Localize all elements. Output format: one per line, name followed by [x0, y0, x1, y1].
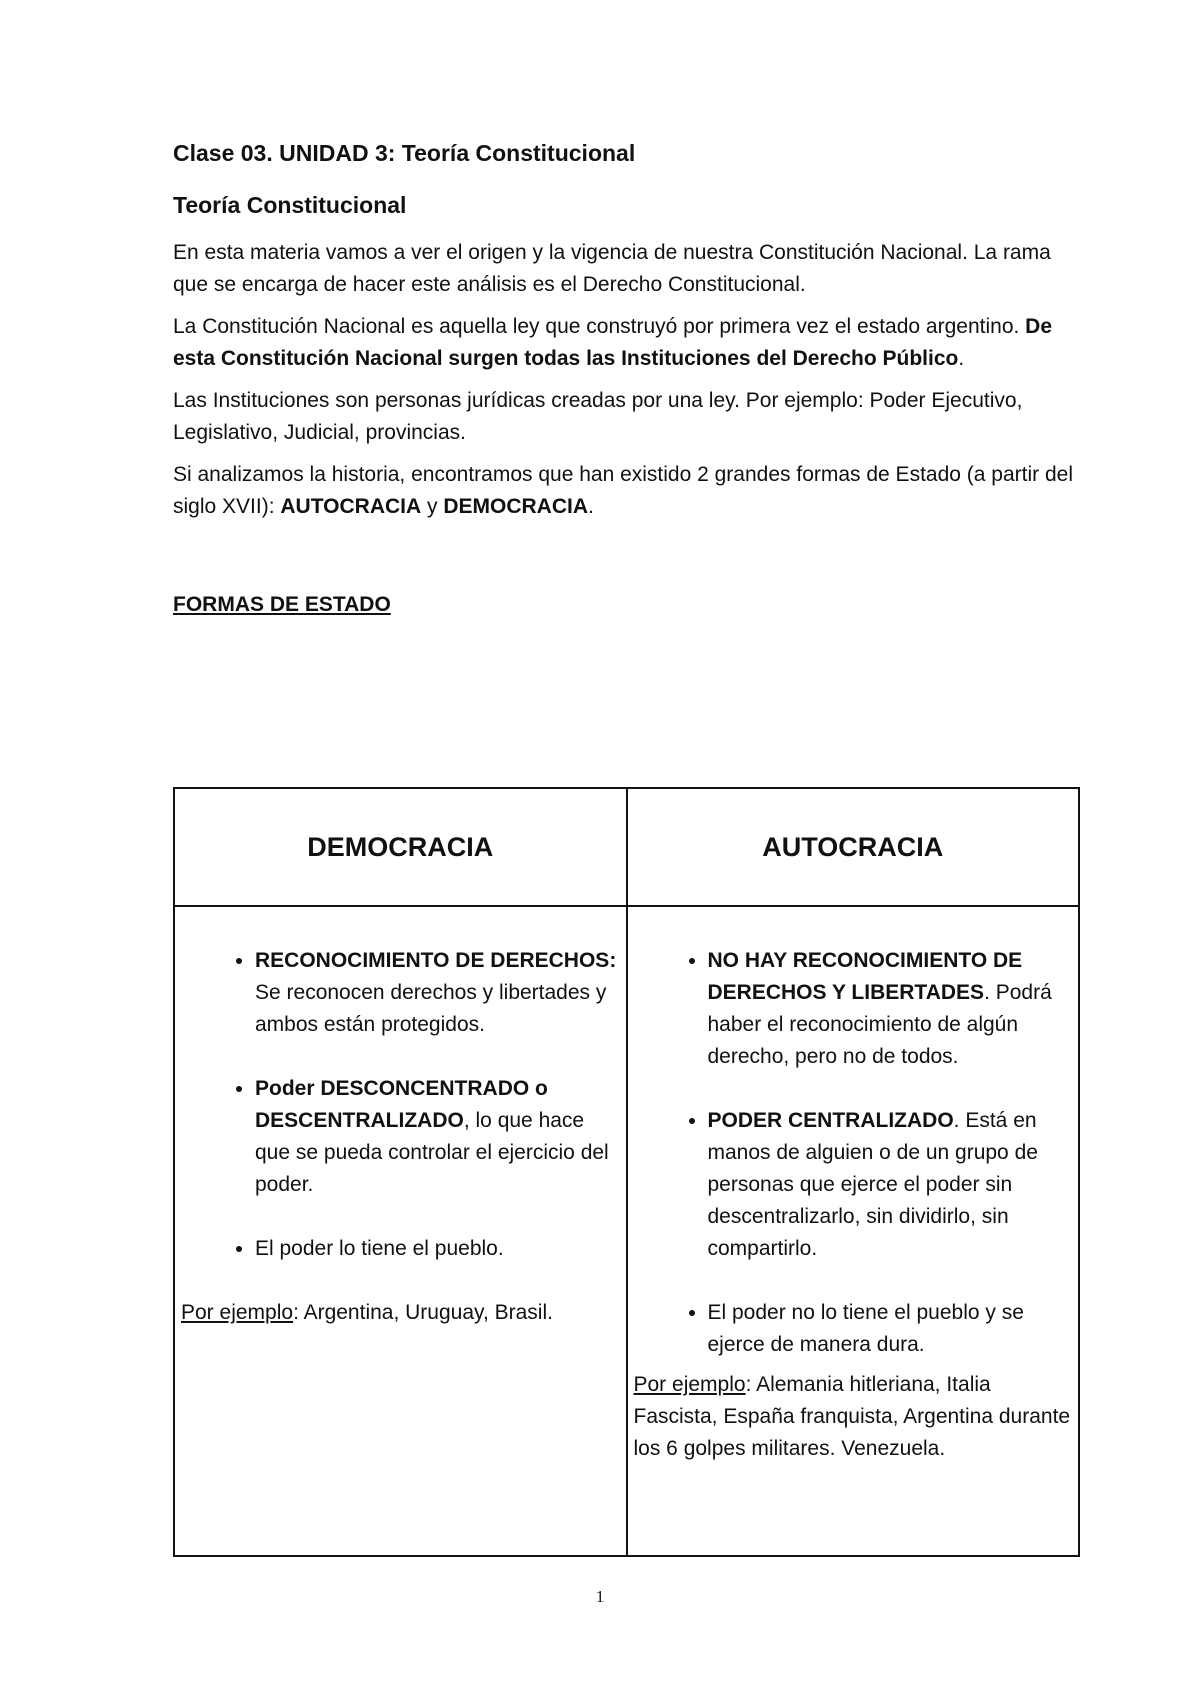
- example-text: : Alemania hitleriana, Italia Fascista, España franquista, Argentina durante los 6 golpes militares. Venezuela.: [633, 1373, 1071, 1460]
- paragraph-4: [173, 459, 1083, 523]
- header-democracia: DEMOCRACIA: [174, 788, 627, 906]
- paragraph-4-bold-democracia: DEMOCRACIA: [443, 495, 588, 519]
- cell-democracia: [174, 906, 627, 1556]
- democracia-example: [175, 1297, 626, 1329]
- paragraph-4-bold-autocracia: AUTOCRACIA: [280, 495, 422, 519]
- list-item: [255, 1073, 618, 1201]
- table-body-row: [174, 906, 1079, 1556]
- list-item-text: . Está en manos de alguien o de un grupo de personas que ejerce el poder sin descentralizarlo, sin dividirlo, sin compartirlo.: [707, 1109, 1038, 1260]
- list-item: [708, 945, 1071, 1073]
- paragraph-3: Las Instituciones son personas jurídicas creadas por una ley. Por ejemplo: Poder Ejecutivo, Legislativo, Judicial, provincias.: [173, 389, 1023, 445]
- list-item-bold: Poder DESCONCENTRADO o DESCENTRALIZADO: [255, 1077, 548, 1132]
- paragraph-4-text: Si analizamos la historia, encontramos que han existido 2 grandes formas de Estado (a partir del siglo XVII):: [173, 463, 1073, 519]
- list-item-text: Se reconocen derechos y libertades y ambos están protegidos.: [255, 981, 607, 1036]
- page-number: 1: [595, 1587, 605, 1606]
- paragraph-4-mid: y: [421, 495, 444, 519]
- paragraph-1: En esta materia vamos a ver el origen y la vigencia de nuestra Constitución Nacional. La rama que se encarga de hacer este análisis es el Derecho Constitucional.: [173, 241, 1051, 297]
- paragraph-4-end: .: [588, 495, 594, 519]
- paragraph-2-bold: De esta Constitución Nacional surgen todas las Instituciones del Derecho Público: [173, 315, 1053, 371]
- list-item-text: El poder no lo tiene el pueblo y se ejerce de manera dura.: [707, 1301, 1024, 1356]
- list-item-bold: RECONOCIMIENTO DE DERECHOS:: [255, 949, 617, 972]
- document-title: Clase 03. UNIDAD 3: Teoría Constitucional: [173, 140, 636, 166]
- formas-de-estado-table: [173, 787, 1080, 1557]
- table-header-row: [174, 788, 1079, 906]
- document-body: [173, 140, 1083, 617]
- list-item-text: El poder lo tiene el pueblo.: [255, 1237, 504, 1260]
- paragraph-2-text: La Constitución Nacional es aquella ley que construyó por primera vez el estado argentino.: [173, 315, 1026, 339]
- document-subtitle: Teoría Constitucional: [173, 191, 407, 218]
- paragraph-2-end: .: [958, 347, 965, 371]
- cell-autocracia: [627, 906, 1080, 1556]
- list-item: [708, 1297, 1071, 1361]
- example-label: Por ejemplo: [181, 1301, 294, 1324]
- list-item: [255, 1233, 618, 1265]
- example-text: : Argentina, Uruguay, Brasil.: [293, 1301, 553, 1324]
- example-label: Por ejemplo: [633, 1373, 746, 1396]
- list-item: [255, 945, 618, 1041]
- list-item-bold: NO HAY RECONOCIMIENTO DE DERECHOS Y LIBERTADES: [707, 949, 1023, 1004]
- section-heading: FORMAS DE ESTADO: [173, 593, 391, 617]
- list-item-bold: PODER CENTRALIZADO: [707, 1109, 954, 1132]
- paragraph-2: [173, 311, 1083, 375]
- list-item-text: . Podrá haber el reconocimiento de algún derecho, pero no de todos.: [707, 981, 1052, 1068]
- list-item-text: , lo que hace que se pueda controlar el ejercicio del poder.: [255, 1109, 609, 1196]
- autocracia-example: [628, 1369, 1079, 1465]
- autocracia-list: [628, 945, 1079, 1361]
- header-autocracia: AUTOCRACIA: [627, 788, 1080, 906]
- list-item: [708, 1105, 1071, 1265]
- democracia-list: [175, 945, 626, 1265]
